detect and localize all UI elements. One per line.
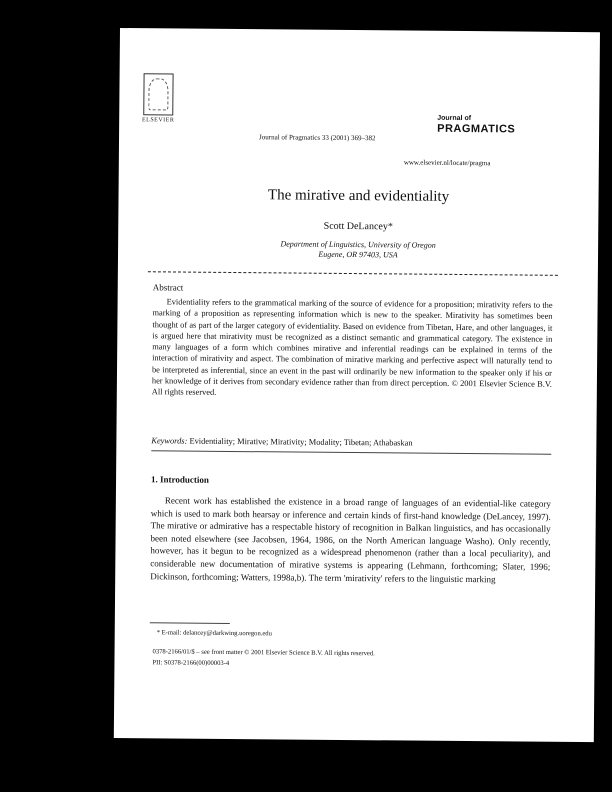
intro-paragraph: Recent work has established the existence in a broad range of languages of an evidential-like category which is used to mark both hearsay or inference and certain kinds of first-hand knowledge (DeLancey, 1997). The mirative or admirative has a respectable history of recognition in Balkan linguistics, and has occasionally been noted elsewhere (see Jacobsen, 1964, 1986, on the North American language Washo). Only recently, however, has it begun to be recognized as a widespread phenomenon (rather than a local peculiarity), and considerable new documentation of mirative systems is appearing (Lehmann, forthcoming; Slater, 1996; Dickinson, forthcoming; Watters, 1998a,b). The term 'mirativity' refers to the linguistic marking bbox=[150, 495, 551, 584]
header-divider bbox=[148, 271, 558, 276]
author-address: Eugene, OR 97403, USA bbox=[318, 249, 398, 260]
keywords-list: Evidentiality; Mirative; Mirativity; Modality; Tibetan; Athabaskan bbox=[187, 436, 413, 448]
journal-name: PRAGMATICS bbox=[437, 122, 516, 136]
pii-line: PII: S0378-2166(00)00003-4 bbox=[152, 659, 230, 667]
author-affiliation: Department of Linguistics, University of Oregon bbox=[280, 239, 436, 250]
publisher-name: ELSEVIER bbox=[141, 117, 175, 124]
journal-citation: Journal of Pragmatics 33 (2001) 369–382 bbox=[259, 133, 376, 143]
keywords-line bbox=[151, 436, 551, 448]
elsevier-tree-icon bbox=[143, 73, 173, 115]
journal-page bbox=[114, 28, 600, 742]
section-heading: 1. Introduction bbox=[151, 474, 209, 485]
journal-url[interactable]: www.elsevier.nl/locate/pragma bbox=[403, 158, 491, 168]
article-author: Scott DeLancey* bbox=[323, 220, 393, 233]
article-title: The mirative and evidentiality bbox=[267, 187, 450, 205]
copyright-line: 0378-2166/01/$ – see front matter © 2001 Elsevier Science B.V. All rights reserved. bbox=[152, 648, 375, 658]
journal-of-label: Journal of bbox=[437, 114, 472, 123]
abstract-heading: Abstract bbox=[152, 282, 184, 293]
abstract-text: Evidentiality refers to the grammatical marking of the source of evidence for a proposition; mirativity refers to the marking of a proposition as representing information which is new to the speaker. Mirativity has sometimes been thought of as part of the larger category of evidentiality. Based on evidence from Tibetan, Hare, and other languages, it is argued here that mirativity must be recognized as a distinct semantic and grammatical category. The existence in many languages of a form which combines mirative and inferential readings can be explained in terms of the interaction of mirativity and aspect. The combination of mirative marking and perfective aspect will naturally tend to be interpreted as inferential, since an event in the past will ordinarily be new information to the speaker only if his or her knowledge of it derives from secondary evidence rather than from direct perception. © 2001 Elsevier Science B.V. All rights reserved. bbox=[151, 297, 553, 398]
footnote-divider bbox=[150, 622, 230, 624]
author-email-footnote: * E-mail: delancey@darkwing.uoregon.edu bbox=[156, 629, 272, 638]
keywords-label: Keywords: bbox=[151, 436, 188, 446]
abstract-divider bbox=[151, 450, 551, 454]
publisher-logo bbox=[129, 73, 187, 124]
